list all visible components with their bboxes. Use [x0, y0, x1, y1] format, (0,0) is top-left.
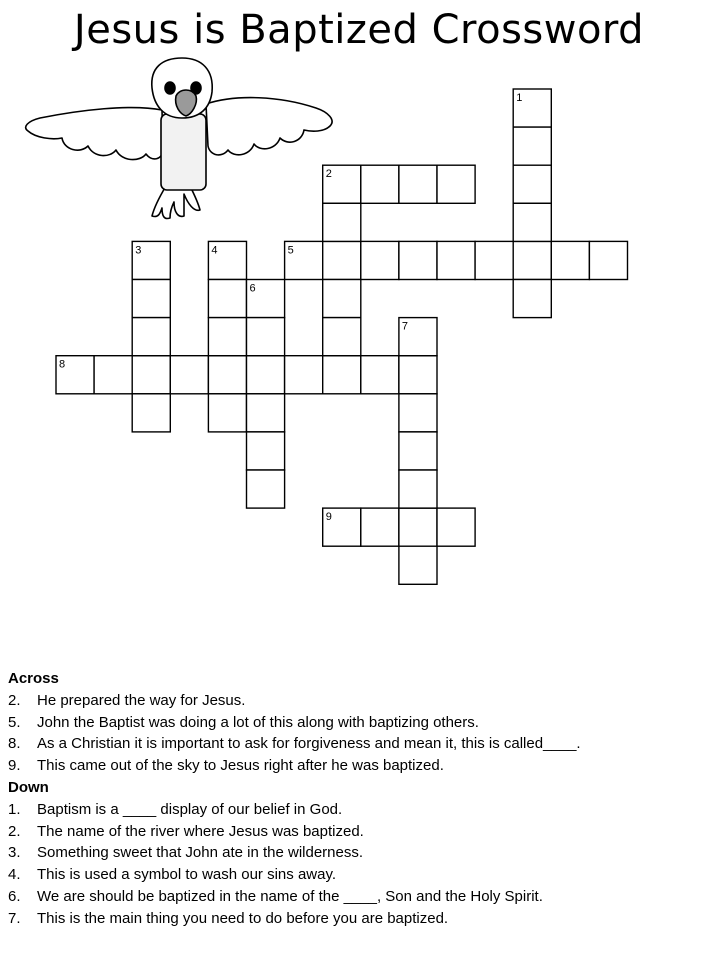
grid-cell[interactable]	[132, 394, 170, 432]
grid-cell[interactable]	[94, 356, 132, 394]
clues-section	[8, 668, 708, 930]
page-title: Jesus is Baptized Crossword	[73, 7, 645, 53]
grid-cell[interactable]	[170, 356, 208, 394]
grid-cell[interactable]	[399, 356, 437, 394]
clue-number: 7	[401, 320, 409, 333]
clue-across-9: 9. This came out of the sky to Jesus right after he was baptized.	[8, 757, 444, 775]
clue-down-1: 1. Baptism is a ____ display of our belief in God.	[8, 800, 343, 818]
across-heading: Across	[8, 670, 59, 687]
grid-cell[interactable]	[589, 241, 627, 279]
grid-cell[interactable]	[437, 508, 475, 546]
grid-cell[interactable]	[437, 241, 475, 279]
grid-cell[interactable]	[399, 165, 437, 203]
grid-cell[interactable]	[399, 394, 437, 432]
clue-number: 2	[325, 168, 332, 181]
grid-cell[interactable]	[208, 318, 246, 356]
grid-cell[interactable]	[361, 165, 399, 203]
grid-cell[interactable]	[399, 470, 437, 508]
clue-number: 6	[249, 282, 256, 295]
grid-cell[interactable]	[399, 432, 437, 470]
grid-cell[interactable]	[513, 241, 551, 279]
clue-number: 1	[516, 92, 523, 104]
grid-cell[interactable]	[323, 356, 361, 394]
grid-cell[interactable]	[361, 241, 399, 279]
grid-cell[interactable]	[247, 394, 285, 432]
grid-cell[interactable]	[247, 356, 285, 394]
clue-down-6: 6. We are should be baptized in the name of the ____, Son and the Holy Spirit.	[8, 887, 543, 905]
grid-cell[interactable]	[399, 546, 437, 584]
grid-cell[interactable]	[399, 508, 437, 546]
grid-cell[interactable]	[551, 241, 589, 279]
grid-cell[interactable]	[247, 470, 285, 508]
grid-cell[interactable]	[437, 165, 475, 203]
grid-cell[interactable]	[323, 318, 361, 356]
grid-cell[interactable]	[399, 241, 437, 279]
grid-cell[interactable]	[513, 280, 551, 318]
grid-cell[interactable]	[323, 280, 361, 318]
grid-cell[interactable]	[208, 356, 246, 394]
grid-cell[interactable]	[323, 241, 361, 279]
clue-number: 5	[287, 244, 294, 257]
grid-cell[interactable]	[361, 356, 399, 394]
down-heading: Down	[8, 778, 49, 796]
grid-cell[interactable]	[513, 203, 551, 241]
clue-down-7: 7. This is the main thing you need to do before you are baptized.	[8, 909, 449, 927]
grid-cell[interactable]	[208, 394, 246, 432]
grid-cell[interactable]	[132, 318, 170, 356]
clue-down-3: 3. Something sweet that John ate in the wilderness.	[8, 844, 364, 862]
clue-across-8: 8. As a Christian it is important to ask for forgiveness and mean it, this is called____.	[8, 735, 581, 753]
grid-cell[interactable]	[132, 356, 170, 394]
grid-cell[interactable]	[208, 280, 246, 318]
clue-number: 9	[325, 511, 332, 524]
clue-number: 4	[211, 244, 218, 257]
grid-cell[interactable]	[513, 165, 551, 203]
grid-cell[interactable]	[247, 318, 285, 356]
grid-cell[interactable]	[513, 127, 551, 165]
clue-across-2: 2. He prepared the way for Jesus.	[8, 691, 246, 709]
grid-cell[interactable]	[132, 280, 170, 318]
clue-across-5: 5. John the Baptist was doing a lot of this along with baptizing others.	[8, 713, 479, 731]
grid-cell[interactable]	[323, 203, 361, 241]
clue-down-2: 2. The name of the river where Jesus was baptized.	[8, 822, 364, 840]
grid-cell[interactable]	[475, 241, 513, 279]
clue-down-4: 4. This is used a symbol to wash our sins away.	[8, 866, 337, 884]
grid-cell[interactable]	[285, 356, 323, 394]
grid-cell[interactable]	[247, 432, 285, 470]
clue-number: 3	[135, 244, 142, 257]
clue-number: 8	[59, 358, 66, 371]
grid-cell[interactable]	[361, 508, 399, 546]
